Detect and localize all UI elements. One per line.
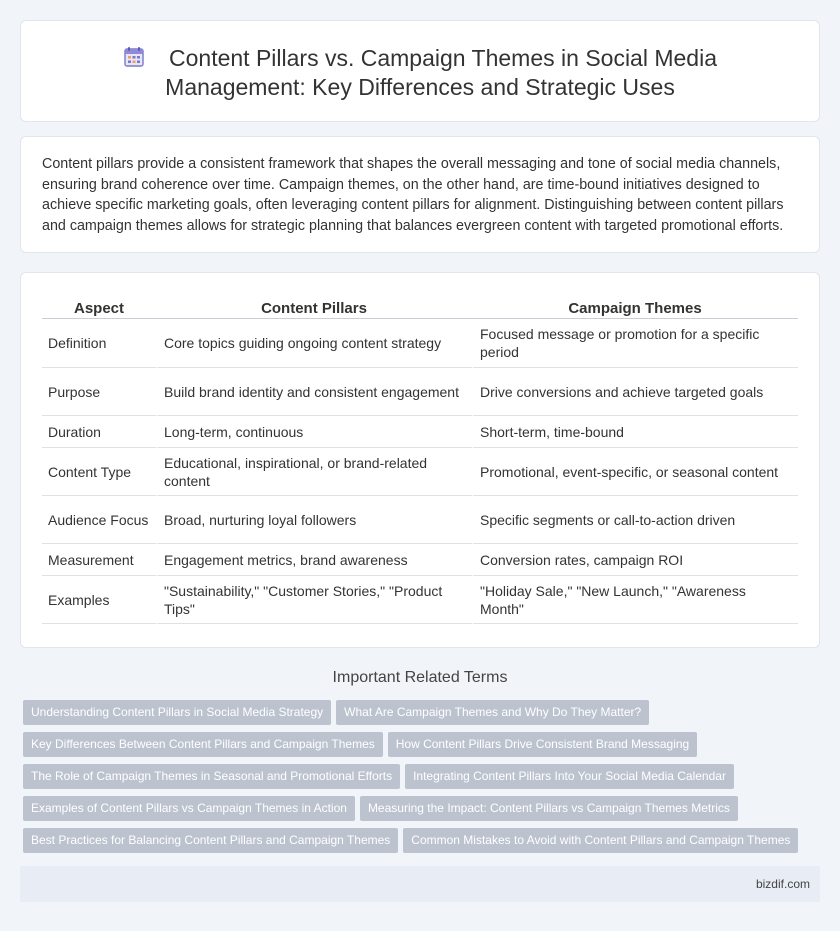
related-term-tag[interactable]: Measuring the Impact: Content Pillars vs Campaign Themes Metrics: [360, 796, 738, 821]
cell-aspect: Examples: [42, 576, 156, 624]
related-term-tag[interactable]: The Role of Campaign Themes in Seasonal and Promotional Efforts: [23, 764, 400, 789]
comparison-card: [20, 272, 820, 648]
cell-campaigns: Conversion rates, campaign ROI: [472, 544, 798, 576]
intro-card: [20, 136, 820, 253]
related-term-tag[interactable]: Key Differences Between Content Pillars and Campaign Themes: [23, 732, 383, 757]
table-row: [42, 448, 798, 496]
related-term-tag[interactable]: Examples of Content Pillars vs Campaign Themes in Action: [23, 796, 355, 821]
cell-campaigns: Promotional, event-specific, or seasonal content: [472, 448, 798, 496]
cell-pillars: Core topics guiding ongoing content strategy: [156, 319, 472, 368]
cell-campaigns: Short-term, time-bound: [472, 416, 798, 448]
related-terms-list: [23, 700, 823, 860]
title-line-2: Management: Key Differences and Strategic Uses: [165, 74, 675, 100]
cell-pillars: Engagement metrics, brand awareness: [156, 544, 472, 576]
cell-campaigns: Drive conversions and achieve targeted goals: [472, 368, 798, 416]
related-term-tag[interactable]: Integrating Content Pillars Into Your Social Media Calendar: [405, 764, 734, 789]
intro-paragraph: Content pillars provide a consistent framework that shapes the overall messaging and tone of social media channels, ensuring brand coherence over time. Campaign themes, on the other hand, are time-bound initiatives designed to achieve specific marketing goals, often leveraging content pillars for alignment. Distinguishing between content pillars and campaign themes allows for strategic planning that balances evergreen content with targeted promotional efforts.: [42, 156, 784, 234]
cell-campaigns: Specific segments or call-to-action driven: [472, 496, 798, 544]
cell-campaigns: Focused message or promotion for a specific period: [472, 319, 798, 368]
cell-aspect: Audience Focus: [42, 496, 156, 544]
related-terms-heading: Important Related Terms: [332, 669, 508, 686]
footer-site-link[interactable]: bizdif.com: [755, 877, 810, 891]
footer: [20, 866, 820, 902]
related-term-tag[interactable]: Best Practices for Balancing Content Pillars and Campaign Themes: [23, 828, 398, 853]
table-row: [42, 576, 798, 624]
page-title: [21, 44, 819, 102]
cell-aspect: Definition: [42, 319, 156, 368]
related-term-tag[interactable]: Common Mistakes to Avoid with Content Pillars and Campaign Themes: [403, 828, 798, 853]
header-content-pillars: Content Pillars: [156, 297, 472, 319]
related-term-tag[interactable]: What Are Campaign Themes and Why Do They Matter?: [336, 700, 649, 725]
comparison-table: [42, 297, 798, 624]
table-row: [42, 544, 798, 576]
related-term-tag[interactable]: Understanding Content Pillars in Social Media Strategy: [23, 700, 331, 725]
table-row: [42, 319, 798, 368]
table-row: [42, 416, 798, 448]
cell-pillars: Broad, nurturing loyal followers: [156, 496, 472, 544]
table-row: [42, 496, 798, 544]
cell-campaigns: "Holiday Sale," "New Launch," "Awareness Month": [472, 576, 798, 624]
cell-pillars: Build brand identity and consistent engagement: [156, 368, 472, 416]
cell-pillars: "Sustainability," "Customer Stories," "Product Tips": [156, 576, 472, 624]
title-line-1: Content Pillars vs. Campaign Themes in Social Media: [169, 45, 717, 71]
table-header-row: [42, 297, 798, 319]
header-campaign-themes: Campaign Themes: [472, 297, 798, 319]
header-card: [20, 20, 820, 122]
cell-aspect: Content Type: [42, 448, 156, 496]
calendar-icon: [123, 46, 145, 68]
cell-aspect: Measurement: [42, 544, 156, 576]
cell-aspect: Duration: [42, 416, 156, 448]
cell-pillars: Educational, inspirational, or brand-related content: [156, 448, 472, 496]
table-row: [42, 368, 798, 416]
header-aspect: Aspect: [42, 297, 156, 319]
cell-aspect: Purpose: [42, 368, 156, 416]
related-term-tag[interactable]: How Content Pillars Drive Consistent Brand Messaging: [388, 732, 697, 757]
cell-pillars: Long-term, continuous: [156, 416, 472, 448]
